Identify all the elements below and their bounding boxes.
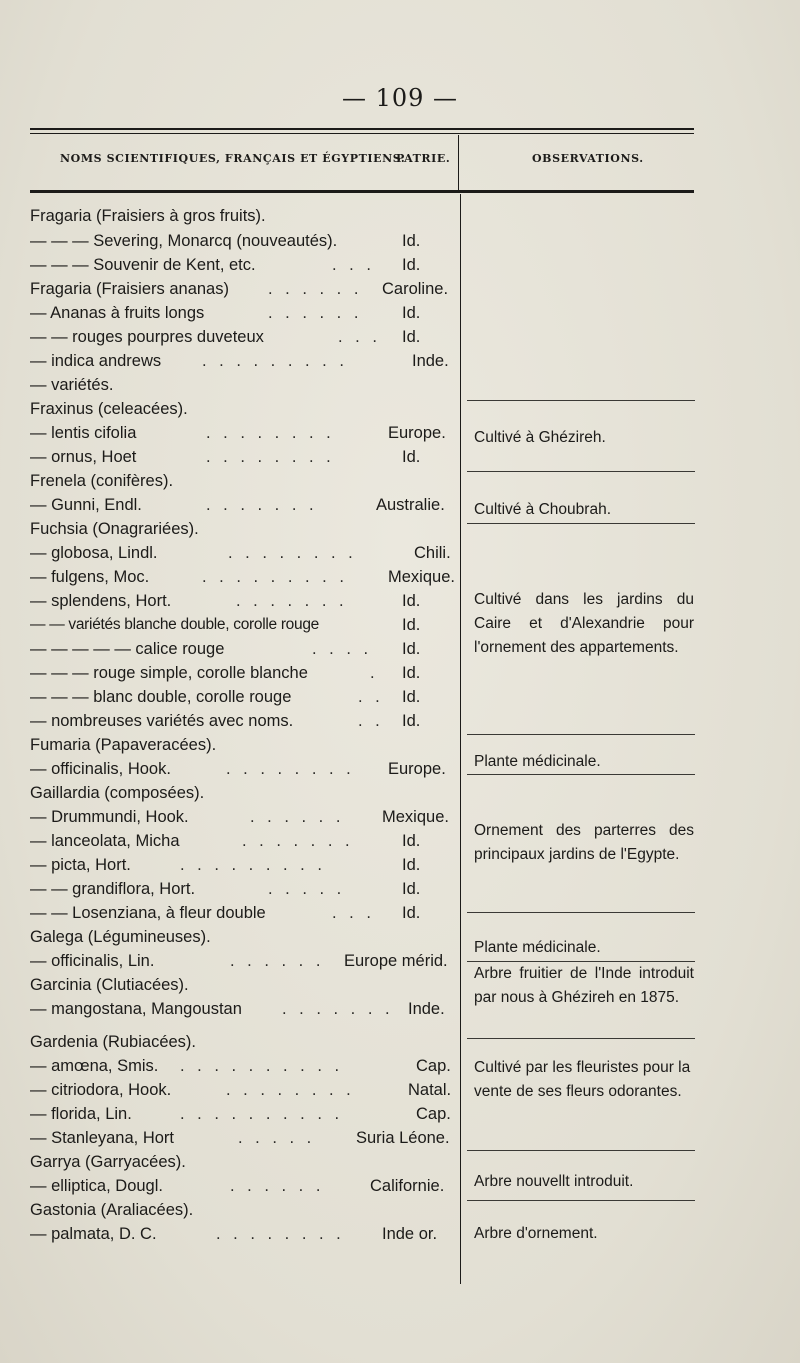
entry-row xyxy=(30,997,455,1021)
entry-leader-dots: . . . xyxy=(332,256,375,274)
observation-text: Cultivé dans les jardins du Caire et d'Alexandrie pour l'ornement des appartements. xyxy=(474,591,694,656)
entry-leader-dots: . . . . . . . . xyxy=(226,760,355,778)
entry-leader-dots: . . . . . . . . . . xyxy=(180,1105,344,1123)
entry-country: Id. xyxy=(402,832,421,850)
entry-country: Id. xyxy=(402,640,421,658)
entry-row xyxy=(30,541,455,565)
entry-name: — — — Severing, Monarcq (nouveautés). xyxy=(30,232,338,250)
observation-text: Arbre d'ornement. xyxy=(474,1225,598,1242)
entry-row xyxy=(30,685,455,709)
observation-separator xyxy=(467,1150,695,1151)
entry-name: — ornus, Hoet xyxy=(30,448,137,466)
entry-country: Californie. xyxy=(370,1177,445,1195)
observation-text: Plante médicinale. xyxy=(474,753,601,770)
entry-country: Id. xyxy=(402,712,421,730)
entry-row xyxy=(30,445,455,469)
entry-name: Gastonia (Araliacées). xyxy=(30,1201,194,1219)
entry-name: — elliptica, Dougl. xyxy=(30,1177,163,1195)
entry-leader-dots: . . xyxy=(358,712,384,730)
entry-country: Id. xyxy=(402,592,421,610)
entry-row xyxy=(30,253,455,277)
entry-row xyxy=(30,349,455,373)
entry-row xyxy=(30,901,455,925)
entry-leader-dots: . . . . . . . . xyxy=(226,1081,355,1099)
observation-separator xyxy=(467,774,695,775)
entry-name: Gardenia (Rubiacées). xyxy=(30,1033,196,1051)
entry-leader-dots: . . . . . . xyxy=(268,304,363,322)
entry-leader-dots: . . . . . . . . xyxy=(216,1225,345,1243)
entry-row xyxy=(30,1174,455,1198)
entry-leader-dots: . . . . . . . . xyxy=(228,544,357,562)
entry-row xyxy=(30,829,455,853)
observation-text: Plante médicinale. xyxy=(474,939,601,956)
entry-row xyxy=(30,757,455,781)
observation-text: Arbre nouvellt introduit. xyxy=(474,1173,634,1190)
entry-leader-dots: . . . xyxy=(338,328,381,346)
entry-row xyxy=(30,733,455,757)
entry-leader-dots: . . . xyxy=(332,904,375,922)
entry-name: — variétés. xyxy=(30,376,114,394)
entry-row xyxy=(30,1222,455,1246)
entry-country: Id. xyxy=(402,880,421,898)
entry-name: — — — Souvenir de Kent, etc. xyxy=(30,256,256,274)
entry-row xyxy=(30,301,455,325)
entry-row xyxy=(30,277,455,301)
column-header-observations: OBSERVATIONS. xyxy=(532,152,644,165)
observation-text: Cultivé à Choubrah. xyxy=(474,501,611,518)
entry-country: Id. xyxy=(402,904,421,922)
entry-name: Frenela (conifères). xyxy=(30,472,174,490)
entry-country: Inde or. xyxy=(382,1225,438,1243)
entry-country: Id. xyxy=(402,448,421,466)
observation-separator xyxy=(467,1200,695,1201)
entry-country: Cap. xyxy=(416,1057,451,1075)
entry-name: — amœna, Smis. xyxy=(30,1057,159,1075)
entry-row xyxy=(30,925,455,949)
entry-name: — Ananas à fruits longs xyxy=(30,304,205,322)
entry-row xyxy=(30,229,455,253)
entry-row xyxy=(30,1078,455,1102)
header-rule-top-thin xyxy=(30,133,694,134)
entry-leader-dots: . . . . . . . . . xyxy=(202,352,348,370)
entry-leader-dots: . . . . . . xyxy=(230,1177,325,1195)
entry-row xyxy=(30,613,455,637)
entry-country: Chili. xyxy=(414,544,451,562)
entry-country: Caroline. xyxy=(382,280,449,298)
column-header-patrie: PATRIE. xyxy=(396,152,451,165)
entry-leader-dots: . . . . . . . . xyxy=(206,424,335,442)
entry-row xyxy=(30,1102,455,1126)
entry-leader-dots: . . . . . . xyxy=(250,808,345,826)
entry-leader-dots: . . . . . . . . . . xyxy=(180,1057,344,1075)
observation-text: Cultivé à Ghézireh. xyxy=(474,429,606,446)
entry-name: Garcinia (Clutiacées). xyxy=(30,976,189,994)
entry-name: Fraxinus (celeacées). xyxy=(30,400,188,418)
entry-leader-dots: . xyxy=(370,664,379,682)
entry-name: — picta, Hort. xyxy=(30,856,131,874)
entry-row xyxy=(30,517,455,541)
entry-leader-dots: . . . . . xyxy=(238,1129,316,1147)
entry-name: — lentis cifolia xyxy=(30,424,137,442)
entry-row xyxy=(30,493,455,517)
observation-separator xyxy=(467,400,695,401)
entry-name: Fumaria (Papaveracées). xyxy=(30,736,217,754)
entry-name: — officinalis, Hook. xyxy=(30,760,171,778)
entry-name: — lanceolata, Micha xyxy=(30,832,180,850)
entry-name: — Gunni, Endl. xyxy=(30,496,142,514)
entry-leader-dots: . . . . . . . xyxy=(242,832,354,850)
entry-country: Inde. xyxy=(412,352,449,370)
entry-country: Natal. xyxy=(408,1081,452,1099)
entry-name: — citriodora, Hook. xyxy=(30,1081,172,1099)
entry-country: Europe mérid. xyxy=(344,952,448,970)
entry-country: Id. xyxy=(402,664,421,682)
entry-country: Australie. xyxy=(376,496,445,514)
entry-leader-dots: . . xyxy=(358,688,384,706)
entry-leader-dots: . . . . . xyxy=(268,880,346,898)
entry-row xyxy=(30,973,455,997)
entry-row xyxy=(30,373,455,397)
entry-name: — Drummundi, Hook. xyxy=(30,808,189,826)
observation-separator xyxy=(467,523,695,524)
observation-separator xyxy=(467,734,695,735)
entry-row xyxy=(30,565,455,589)
entry-row xyxy=(30,204,455,228)
entry-name: — — Losenziana, à fleur double xyxy=(30,904,266,922)
entry-country: Europe. xyxy=(388,760,446,778)
entry-country: Id. xyxy=(402,688,421,706)
entry-name: — mangostana, Mangoustan xyxy=(30,1000,242,1018)
entry-row xyxy=(30,781,455,805)
entry-row xyxy=(30,325,455,349)
entry-leader-dots: . . . . . . . . . xyxy=(202,568,348,586)
entry-name: — — variétés blanche double, corolle rouge xyxy=(30,616,319,633)
entry-name: — indica andrews xyxy=(30,352,162,370)
entry-name: — — — rouge simple, corolle blanche xyxy=(30,664,308,682)
entry-row xyxy=(30,469,455,493)
entry-leader-dots: . . . . . . xyxy=(268,280,363,298)
entry-name: — officinalis, Lin. xyxy=(30,952,155,970)
column-header-names: NOMS SCIENTIFIQUES, FRANÇAIS ET ÉGYPTIENS. xyxy=(60,152,406,165)
entry-name: — — grandiflora, Hort. xyxy=(30,880,196,898)
entry-name: — palmata, D. C. xyxy=(30,1225,157,1243)
entry-name: — — — blanc double, corolle rouge xyxy=(30,688,292,706)
entry-country: Mexique. xyxy=(388,568,455,586)
entry-name: Fragaria (Fraisiers à gros fruits). xyxy=(30,207,266,225)
entry-country: Mexique. xyxy=(382,808,449,826)
observation-text: Arbre fruitier de l'Inde introduit par nous à Ghézireh en 1875. xyxy=(474,965,694,1006)
entry-row xyxy=(30,397,455,421)
entry-country: Id. xyxy=(402,856,421,874)
entry-row xyxy=(30,709,455,733)
observation-separator xyxy=(467,912,695,913)
entry-country: Id. xyxy=(402,616,421,634)
header-column-divider xyxy=(458,135,459,190)
entry-leader-dots: . . . . . . xyxy=(230,952,325,970)
entry-name: — Stanleyana, Hort xyxy=(30,1129,174,1147)
entry-country: Id. xyxy=(402,232,421,250)
entry-country: Europe. xyxy=(388,424,446,442)
entry-leader-dots: . . . . . . . xyxy=(206,496,318,514)
entry-row xyxy=(30,1198,455,1222)
entry-name: — nombreuses variétés avec noms. xyxy=(30,712,294,730)
entry-row xyxy=(30,1126,455,1150)
entry-leader-dots: . . . . . . . . . xyxy=(180,856,326,874)
entry-name: — florida, Lin. xyxy=(30,1105,132,1123)
entry-leader-dots: . . . . . . . . xyxy=(206,448,335,466)
entry-name: Gaillardia (composées). xyxy=(30,784,205,802)
entry-country: Id. xyxy=(402,328,421,346)
entry-leader-dots: . . . . . . . xyxy=(236,592,348,610)
entry-row xyxy=(30,637,455,661)
header-rule-bottom xyxy=(30,190,694,193)
observation-text: Cultivé par les fleuristes pour la vente de ses fleurs odorantes. xyxy=(474,1059,691,1100)
entry-name: Fragaria (Fraisiers ananas) xyxy=(30,280,229,298)
entry-country: Cap. xyxy=(416,1105,451,1123)
entry-leader-dots: . . . . xyxy=(312,640,373,658)
entry-row xyxy=(30,1150,455,1174)
page-number: — 109 — xyxy=(341,84,459,112)
entry-name: Fuchsia (Onagrariées). xyxy=(30,520,199,538)
observation-text: Ornement des parterres des principaux jardins de l'Egypte. xyxy=(474,822,694,863)
entry-row xyxy=(30,589,455,613)
entry-row xyxy=(30,949,455,973)
entry-row xyxy=(30,661,455,685)
entry-name: — fulgens, Moc. xyxy=(30,568,150,586)
entry-name: Garrya (Garryacées). xyxy=(30,1153,186,1171)
entry-leader-dots: . . . . . . . xyxy=(282,1000,394,1018)
entry-country: Suria Léone. xyxy=(356,1129,450,1147)
entry-row xyxy=(30,1030,455,1054)
entry-row xyxy=(30,805,455,829)
entry-name: — splendens, Hort. xyxy=(30,592,172,610)
entry-row xyxy=(30,877,455,901)
body-column-divider xyxy=(460,194,461,1284)
entry-name: — — rouges pourpres duveteux xyxy=(30,328,264,346)
entry-country: Id. xyxy=(402,256,421,274)
entry-row xyxy=(30,1054,455,1078)
observation-separator xyxy=(467,471,695,472)
entry-country: Inde. xyxy=(408,1000,445,1018)
entry-row xyxy=(30,853,455,877)
entry-name: — — — — — calice rouge xyxy=(30,640,225,658)
header-rule-top xyxy=(30,128,694,130)
entry-row xyxy=(30,421,455,445)
entry-country: Id. xyxy=(402,304,421,322)
entry-name: Galega (Légumineuses). xyxy=(30,928,211,946)
entry-name: — globosa, Lindl. xyxy=(30,544,158,562)
observation-separator xyxy=(467,1038,695,1039)
